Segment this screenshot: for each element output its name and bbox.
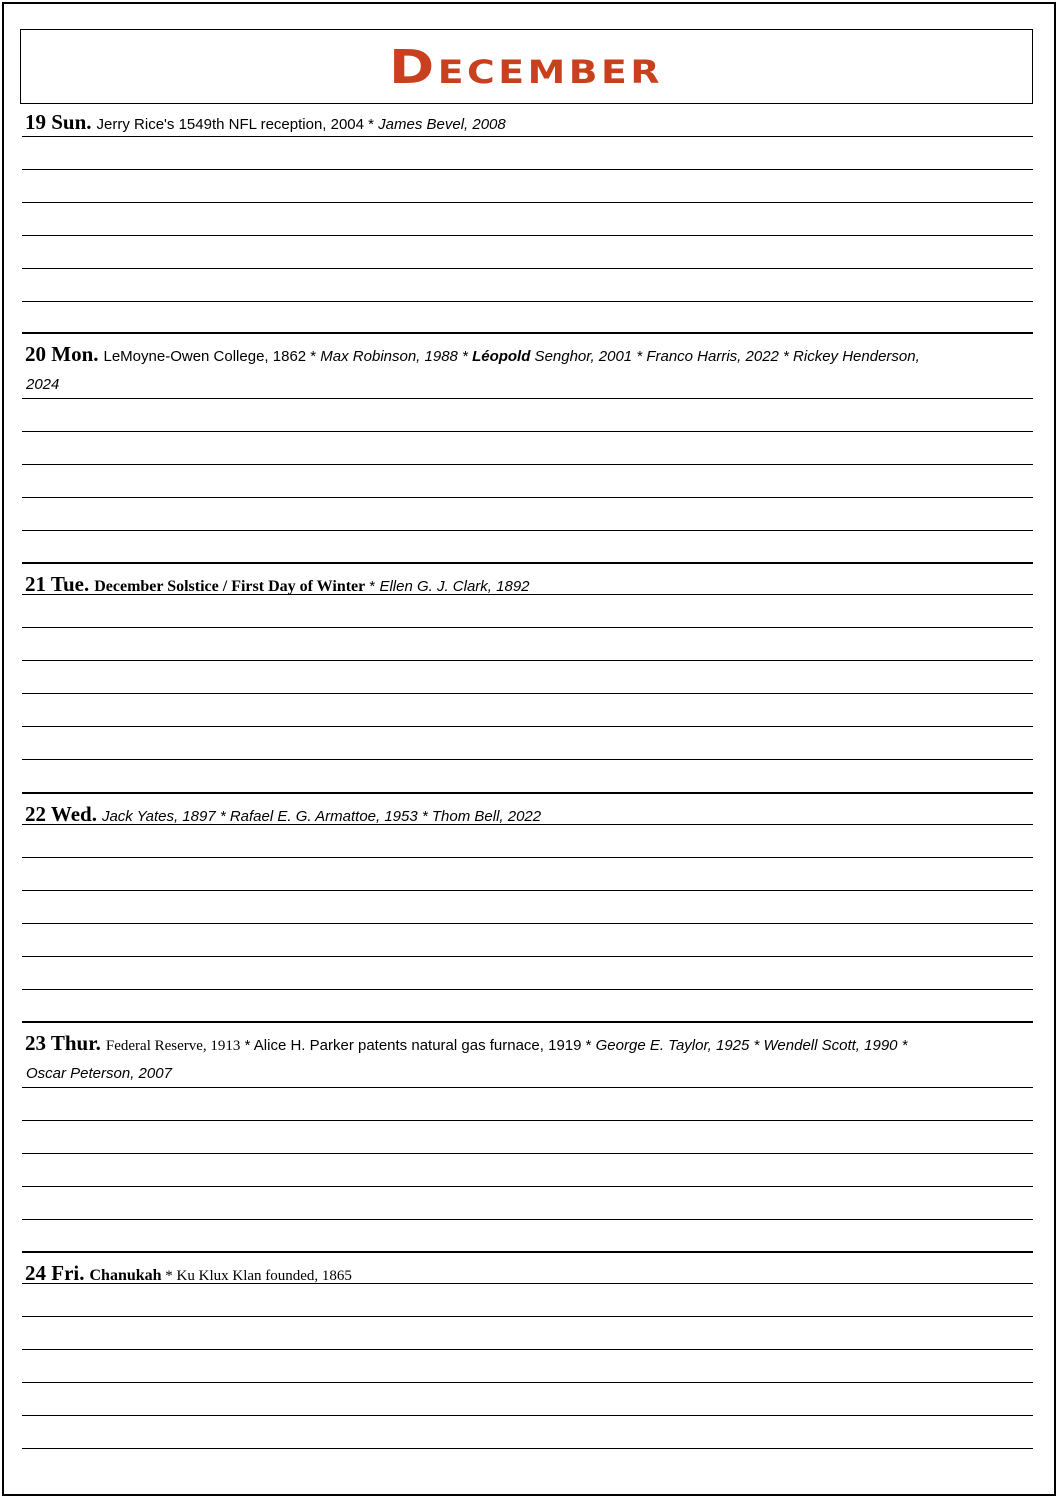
- day-label: 24 Fri.: [25, 1261, 85, 1285]
- writing-line: [22, 1349, 1033, 1350]
- day-section: [22, 793, 1033, 1023]
- writing-line: [22, 1186, 1033, 1187]
- month-title: December: [389, 39, 664, 94]
- writing-line: [22, 1283, 1033, 1284]
- day-note: * Alice H. Parker patents natural gas furnace, 1919 *: [240, 1037, 596, 1054]
- writing-line: [22, 627, 1033, 628]
- day-note: Jack Yates, 1897 * Rafael E. G. Armattoe, 1953 * Thom Bell, 2022: [101, 808, 542, 825]
- writing-line: [22, 398, 1033, 399]
- day-note: Senghor, 2001 * Franco Harris, 2022 * Rickey Henderson,: [530, 348, 920, 365]
- writing-line: [22, 1087, 1033, 1088]
- day-note: Max Robinson, 1988 *: [320, 348, 473, 365]
- writing-line: [22, 268, 1033, 269]
- day-label: 19 Sun.: [25, 110, 92, 134]
- section-divider: [22, 332, 1033, 334]
- writing-line: [22, 1448, 1033, 1449]
- writing-line: [22, 136, 1033, 137]
- day-section: [22, 1022, 1033, 1252]
- day-label: 21 Tue.: [25, 572, 90, 596]
- writing-line: [22, 1382, 1033, 1383]
- day-note: Ellen G. J. Clark, 1892: [379, 578, 530, 595]
- section-divider: [22, 1021, 1033, 1023]
- section-divider: [22, 1251, 1033, 1253]
- day-label: 22 Wed.: [25, 802, 97, 826]
- writing-line: [22, 956, 1033, 957]
- writing-line: [22, 235, 1033, 236]
- writing-line: [22, 726, 1033, 727]
- day-note: James Bevel, 2008: [378, 116, 506, 133]
- day-note: LeMoyne-Owen College, 1862 *: [103, 348, 321, 365]
- writing-line: [22, 1316, 1033, 1317]
- day-note-continued: Oscar Peterson, 2007: [26, 1065, 172, 1082]
- writing-line: [22, 431, 1033, 432]
- day-note: Léopold: [472, 348, 531, 365]
- day-heading: [25, 342, 1033, 367]
- writing-line: [22, 530, 1033, 531]
- day-section: [22, 1252, 1033, 1482]
- month-header: [20, 29, 1033, 104]
- day-label: 20 Mon.: [25, 342, 99, 366]
- writing-line: [22, 890, 1033, 891]
- writing-line: [22, 1219, 1033, 1220]
- writing-line: [22, 1415, 1033, 1416]
- section-divider: [22, 562, 1033, 564]
- day-note-continued: 2024: [26, 376, 60, 393]
- writing-line: [22, 1120, 1033, 1121]
- writing-line: [22, 301, 1033, 302]
- writing-line: [22, 594, 1033, 595]
- day-note: Chanukah: [89, 1267, 162, 1284]
- writing-line: [22, 824, 1033, 825]
- day-note: *: [365, 578, 380, 595]
- day-note: * Ku Klux Klan founded, 1865: [161, 1268, 352, 1284]
- writing-line: [22, 660, 1033, 661]
- section-divider: [22, 792, 1033, 794]
- day-heading: [25, 1031, 1033, 1056]
- writing-line: [22, 989, 1033, 990]
- writing-line: [22, 1153, 1033, 1154]
- writing-line: [22, 464, 1033, 465]
- day-label: 23 Thur.: [25, 1031, 101, 1055]
- writing-line: [22, 202, 1033, 203]
- writing-line: [22, 857, 1033, 858]
- day-note: Federal Reserve, 1913: [105, 1038, 241, 1054]
- day-heading: [25, 110, 1033, 135]
- day-note: Jerry Rice's 1549th NFL reception, 2004 *: [96, 116, 379, 133]
- writing-line: [22, 169, 1033, 170]
- day-section: [22, 333, 1033, 563]
- day-section: [22, 563, 1033, 793]
- writing-line: [22, 497, 1033, 498]
- day-section: [22, 105, 1033, 335]
- day-note: George E. Taylor, 1925 * Wendell Scott, 1990 *: [595, 1037, 908, 1054]
- writing-line: [22, 923, 1033, 924]
- day-note: December Solstice / First Day of Winter: [94, 578, 366, 595]
- writing-line: [22, 693, 1033, 694]
- writing-line: [22, 759, 1033, 760]
